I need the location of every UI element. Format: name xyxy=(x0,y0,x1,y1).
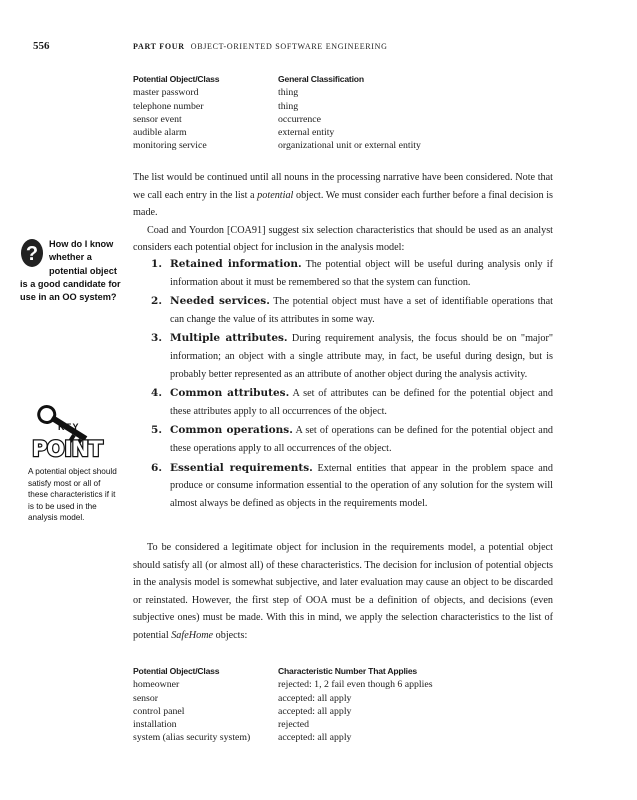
selection-characteristics-list xyxy=(133,256,553,514)
column-header: General Classification xyxy=(278,74,364,84)
key-point-box xyxy=(30,400,130,524)
list-item: 5. Common operations. A set of operations can be defined for the potential object and these operations apply to all occurrences of the object. xyxy=(151,424,554,454)
item-title: Common operations. xyxy=(170,424,293,437)
margin-question-text: How do I know whether a potential object is a good candidate for use in an OO system? xyxy=(20,239,121,303)
table-cell: sensor event xyxy=(133,113,182,125)
table-row xyxy=(133,139,421,152)
evaluation-text xyxy=(133,539,553,645)
column-header: Potential Object/Class xyxy=(133,666,220,676)
table-row xyxy=(133,86,421,99)
item-title: Retained information. xyxy=(170,258,302,270)
emphasis: potential xyxy=(257,189,294,201)
table-row xyxy=(133,718,433,731)
table-cell: audible alarm xyxy=(133,127,187,139)
item-title: Multiple attributes. xyxy=(170,332,288,345)
key-point-text: A potential object should satisfy most or all of these characteristics if it is to be used in the analysis model. xyxy=(28,467,117,523)
table-row xyxy=(133,126,421,139)
table-cell: accepted: all apply xyxy=(278,732,352,744)
table-row xyxy=(133,100,421,113)
key-icon xyxy=(30,400,124,462)
list-item: 6. Essential requirements. External entities that appear in the problem space and produce or consume information essential to the operation of any solution for the system will almost always be defined as objects in the requirements model. xyxy=(151,461,553,509)
column-header: Potential Object/Class xyxy=(133,74,220,84)
column-header: Characteristic Number That Applies xyxy=(278,666,418,676)
running-head xyxy=(133,42,388,51)
item-title: Needed services. xyxy=(170,295,270,308)
svg-text:POINT: POINT xyxy=(32,437,103,461)
table-row xyxy=(133,705,433,718)
svg-text:KEY: KEY xyxy=(58,422,80,432)
margin-question xyxy=(20,238,125,304)
table-cell: monitoring service xyxy=(133,140,207,152)
table-cell: thing xyxy=(278,87,299,99)
part-title: OBJECT-ORIENTED SOFTWARE ENGINEERING xyxy=(190,42,388,51)
paragraph: Coad and Yourdon [COA91] suggest six selection characteristics that should be used as an analyst considers each potential object for inclusion in the analysis model: xyxy=(133,224,553,254)
table-cell: external entity xyxy=(278,127,335,139)
list-item: 3. Multiple attributes. During requirement analysis, the focus should be on "major" information; an object with a single attribute may, in fact, be useful during design, but is probably better represented as an attribute of another object during the analysis activity. xyxy=(151,332,554,380)
intro-text xyxy=(133,169,553,257)
table-row xyxy=(133,731,433,744)
table-cell: accepted: all apply xyxy=(278,692,352,704)
table-cell: occurrence xyxy=(278,113,321,125)
table-header-row xyxy=(133,73,421,86)
table-header-row xyxy=(133,665,433,678)
table-cell: installation xyxy=(133,719,177,731)
table-cell: sensor xyxy=(133,692,159,704)
list-item: 4. Common attributes. A set of attributes can be defined for the potential object and these attributes apply to all occurrences of the object. xyxy=(151,387,553,417)
paragraph: To be considered a legitimate object for inclusion in the requirements model, a potential object should satisfy all (or almost all) of these characteristics. The decision for inclusion of potential objects in the analysis model is somewhat subjective, and later evaluation may cause an object to be discarded or reinstated. However, the first step of OOA must be a definition of objects, and decisions (even subjective ones) must be made. With this in mind, we apply the selection characteristics to the list of potential SafeHome objects: xyxy=(133,542,553,641)
evaluation-table xyxy=(133,665,433,745)
table-row xyxy=(133,692,433,705)
svg-text:?: ? xyxy=(25,243,39,265)
table-cell: rejected: 1, 2 fail even though 6 applies xyxy=(278,679,433,691)
table-cell: telephone number xyxy=(133,100,204,112)
paragraph: The list would be continued until all nouns in the processing narrative have been considered. Note that we call each entry in the list a potential object. We must consider each further before a final decision is made. xyxy=(133,172,553,219)
list-item: 2. Needed services. The potential object must have a set of identifiable operations that can change the value of its attributes in some way. xyxy=(151,295,553,325)
item-title: Common attributes. xyxy=(170,387,290,400)
table-cell: control panel xyxy=(133,705,185,717)
classification-table xyxy=(133,73,421,153)
table-row xyxy=(133,113,421,126)
emphasis: SafeHome xyxy=(171,629,214,641)
table-cell: accepted: all apply xyxy=(278,705,352,717)
table-cell: master password xyxy=(133,87,199,99)
table-cell: thing xyxy=(278,100,299,112)
table-cell: homeowner xyxy=(133,679,180,691)
page-number: 556 xyxy=(33,40,50,52)
table-cell: rejected xyxy=(278,719,309,731)
question-mark-icon xyxy=(20,238,44,268)
table-cell: organizational unit or external entity xyxy=(278,140,421,152)
table-row xyxy=(133,678,433,691)
item-title: Essential requirements. xyxy=(170,461,313,474)
list-item: 1. Retained information. The potential object will be useful during analysis only if information about it must be remembered so that the system can function. xyxy=(151,258,553,288)
table-cell: system (alias security system) xyxy=(133,732,251,744)
part-label: PART FOUR xyxy=(133,42,185,51)
